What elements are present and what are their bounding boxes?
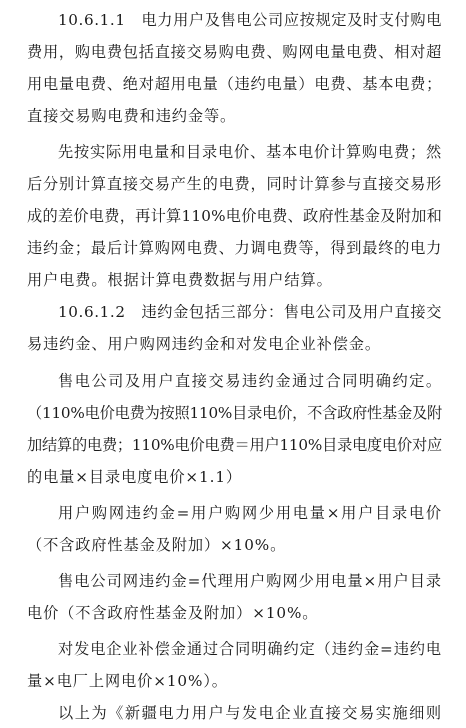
- text-line: 直接交易购电费和违约金等。: [27, 107, 237, 125]
- text-line: 10.6.1.2 违约金包括三部分：售电公司及用户直接交: [58, 303, 442, 321]
- text-line: 先按实际用电量和目录电价、基本电价计算购电费；然: [58, 143, 442, 161]
- text-line: （不含政府性基金及附加）×10%。: [27, 536, 287, 554]
- text-line: 售电公司及用户直接交易违约金通过合同明确约定。: [58, 372, 442, 390]
- text-line: 用户购网违约金=用户购网少用电量×用户目录电价: [58, 504, 442, 522]
- text-line: 对发电企业补偿金通过合同明确约定（违约金=违约电: [58, 640, 442, 658]
- text-line: 成的差价电费，再计算110%电价电费、政府性基金及附加和: [27, 207, 442, 225]
- text-line: 加结算的电费；110%电价电费＝用户110%目录电度电价对应: [27, 436, 442, 454]
- text-line: 用户电费。根据计算电费数据与用户结算。: [27, 271, 333, 289]
- text-line: 后分别计算直接交易产生的电费，同时计算参与直接交易形: [27, 175, 442, 193]
- text-line: 的电量×目录电度电价×1.1）: [27, 468, 242, 486]
- text-line: 以上为《新疆电力用户与发电企业直接交易实施细则: [58, 704, 442, 722]
- text-line: 用电量电费、绝对超用电量（违约电量）电费、基本电费；: [27, 75, 442, 93]
- text-line: 易违约金、用户购网违约金和对发电企业补偿金。: [27, 335, 381, 353]
- text-line: 电价（不含政府性基金及附加）×10%。: [27, 604, 319, 622]
- text-line: （110%电价电费为按照110%目录电价，不含政府性基金及附: [27, 404, 442, 422]
- text-line: 违约金；最后计算购网电费、力调电费等，得到最终的电力: [27, 239, 442, 257]
- text-line: 10.6.1.1 电力用户及售电公司应按规定及时支付购电: [58, 11, 442, 29]
- text-line: 售电公司网违约金=代理用户购网少用电量×用户目录: [58, 572, 442, 590]
- text-line: 费用，购电费包括直接交易购电费、购网电量电费、相对超: [27, 43, 442, 61]
- text-line: 量×电厂上网电价×10%）。: [27, 672, 228, 690]
